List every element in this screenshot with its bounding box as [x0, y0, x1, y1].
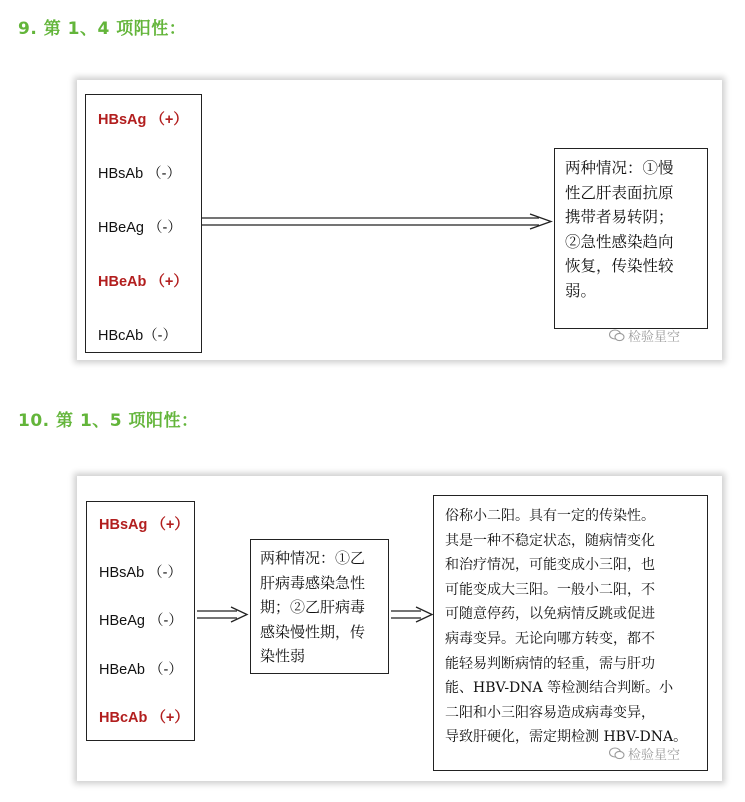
section-10-middle-text	[260, 546, 365, 669]
description-line: 俗称小二阳。具有一定的传染性。	[445, 508, 655, 524]
description-line: 恢复，传染性较	[565, 257, 674, 275]
description-line: 可能变成大三阳。一般小二阳，不	[445, 581, 655, 598]
section-10-watermark	[609, 744, 680, 764]
section-10-middle-box	[250, 539, 389, 674]
watermark-text: 检验星空	[628, 748, 681, 763]
description-line: 两种情况：①慢	[565, 159, 674, 177]
marker-hbsag: HBsAg （+）	[98, 112, 188, 128]
middle-line: 感染慢性期，传	[260, 622, 366, 641]
description-line: 其是一种不稳定状态，随病情变化	[445, 532, 655, 549]
description-line: 和治疗情况，可能变成小三阳，也	[445, 557, 655, 574]
marker-hbeab: HBeAb （-）	[99, 662, 183, 678]
description-line: 病毒变异。无论向哪方转变，都不	[445, 630, 655, 647]
wechat-icon	[609, 747, 625, 764]
section-9-description-box	[554, 148, 708, 329]
section-10-description	[445, 504, 687, 750]
marker-hbcab: HBcAb （+）	[99, 710, 189, 726]
description-line: 性乙肝表面抗原	[565, 183, 674, 202]
section-9-marker-box	[85, 94, 202, 353]
section-10-marker-box	[86, 501, 195, 741]
section-9-arrow	[202, 214, 554, 230]
description-line: 弱。	[565, 281, 597, 300]
description-line: 可随意停药，以免病情反跳或促进	[445, 606, 655, 623]
marker-hbeag: HBeAg （-）	[98, 220, 182, 236]
watermark-text: 检验星空	[628, 330, 681, 345]
description-line: 导致肝硬化，需定期检测 HBV-DNA。	[445, 729, 688, 746]
marker-hbsag: HBsAg （+）	[99, 517, 189, 533]
marker-hbsab: HBsAb （-）	[98, 166, 181, 182]
marker-hbeag: HBeAg （-）	[99, 613, 183, 629]
description-line: 二阳和小三阳容易造成病毒变异，	[445, 704, 655, 721]
section-10-arrow-2	[389, 607, 435, 623]
wechat-icon	[609, 329, 625, 346]
section-10-arrow-1	[195, 607, 251, 623]
marker-hbeab: HBeAb （+）	[98, 274, 188, 290]
middle-line: 肝病毒感染急性	[260, 573, 366, 592]
section-9-figure	[77, 80, 722, 360]
section-9-heading: 9. 第 1、4 项阳性：	[18, 19, 187, 39]
description-line: 能、HBV-DNA 等检测结合判断。小	[445, 680, 674, 697]
marker-hbsab: HBsAb （-）	[99, 565, 182, 581]
description-line: ②急性感染趋向	[565, 232, 674, 251]
description-line: 携带者易转阴；	[565, 208, 674, 226]
section-10-figure	[77, 476, 722, 781]
marker-hbcab: HBcAb（-）	[98, 328, 177, 344]
section-10-heading: 10. 第 1、5 项阳性：	[18, 411, 199, 431]
description-line: 能轻易判断病情的轻重，需与肝功	[445, 655, 655, 672]
section-10-description-box	[433, 495, 708, 771]
middle-line: 期；②乙肝病毒	[260, 598, 366, 616]
section-9-watermark	[609, 326, 680, 346]
section-9-description	[565, 156, 674, 303]
middle-line: 两种情况：①乙	[260, 549, 366, 567]
middle-line: 染性弱	[260, 647, 306, 665]
